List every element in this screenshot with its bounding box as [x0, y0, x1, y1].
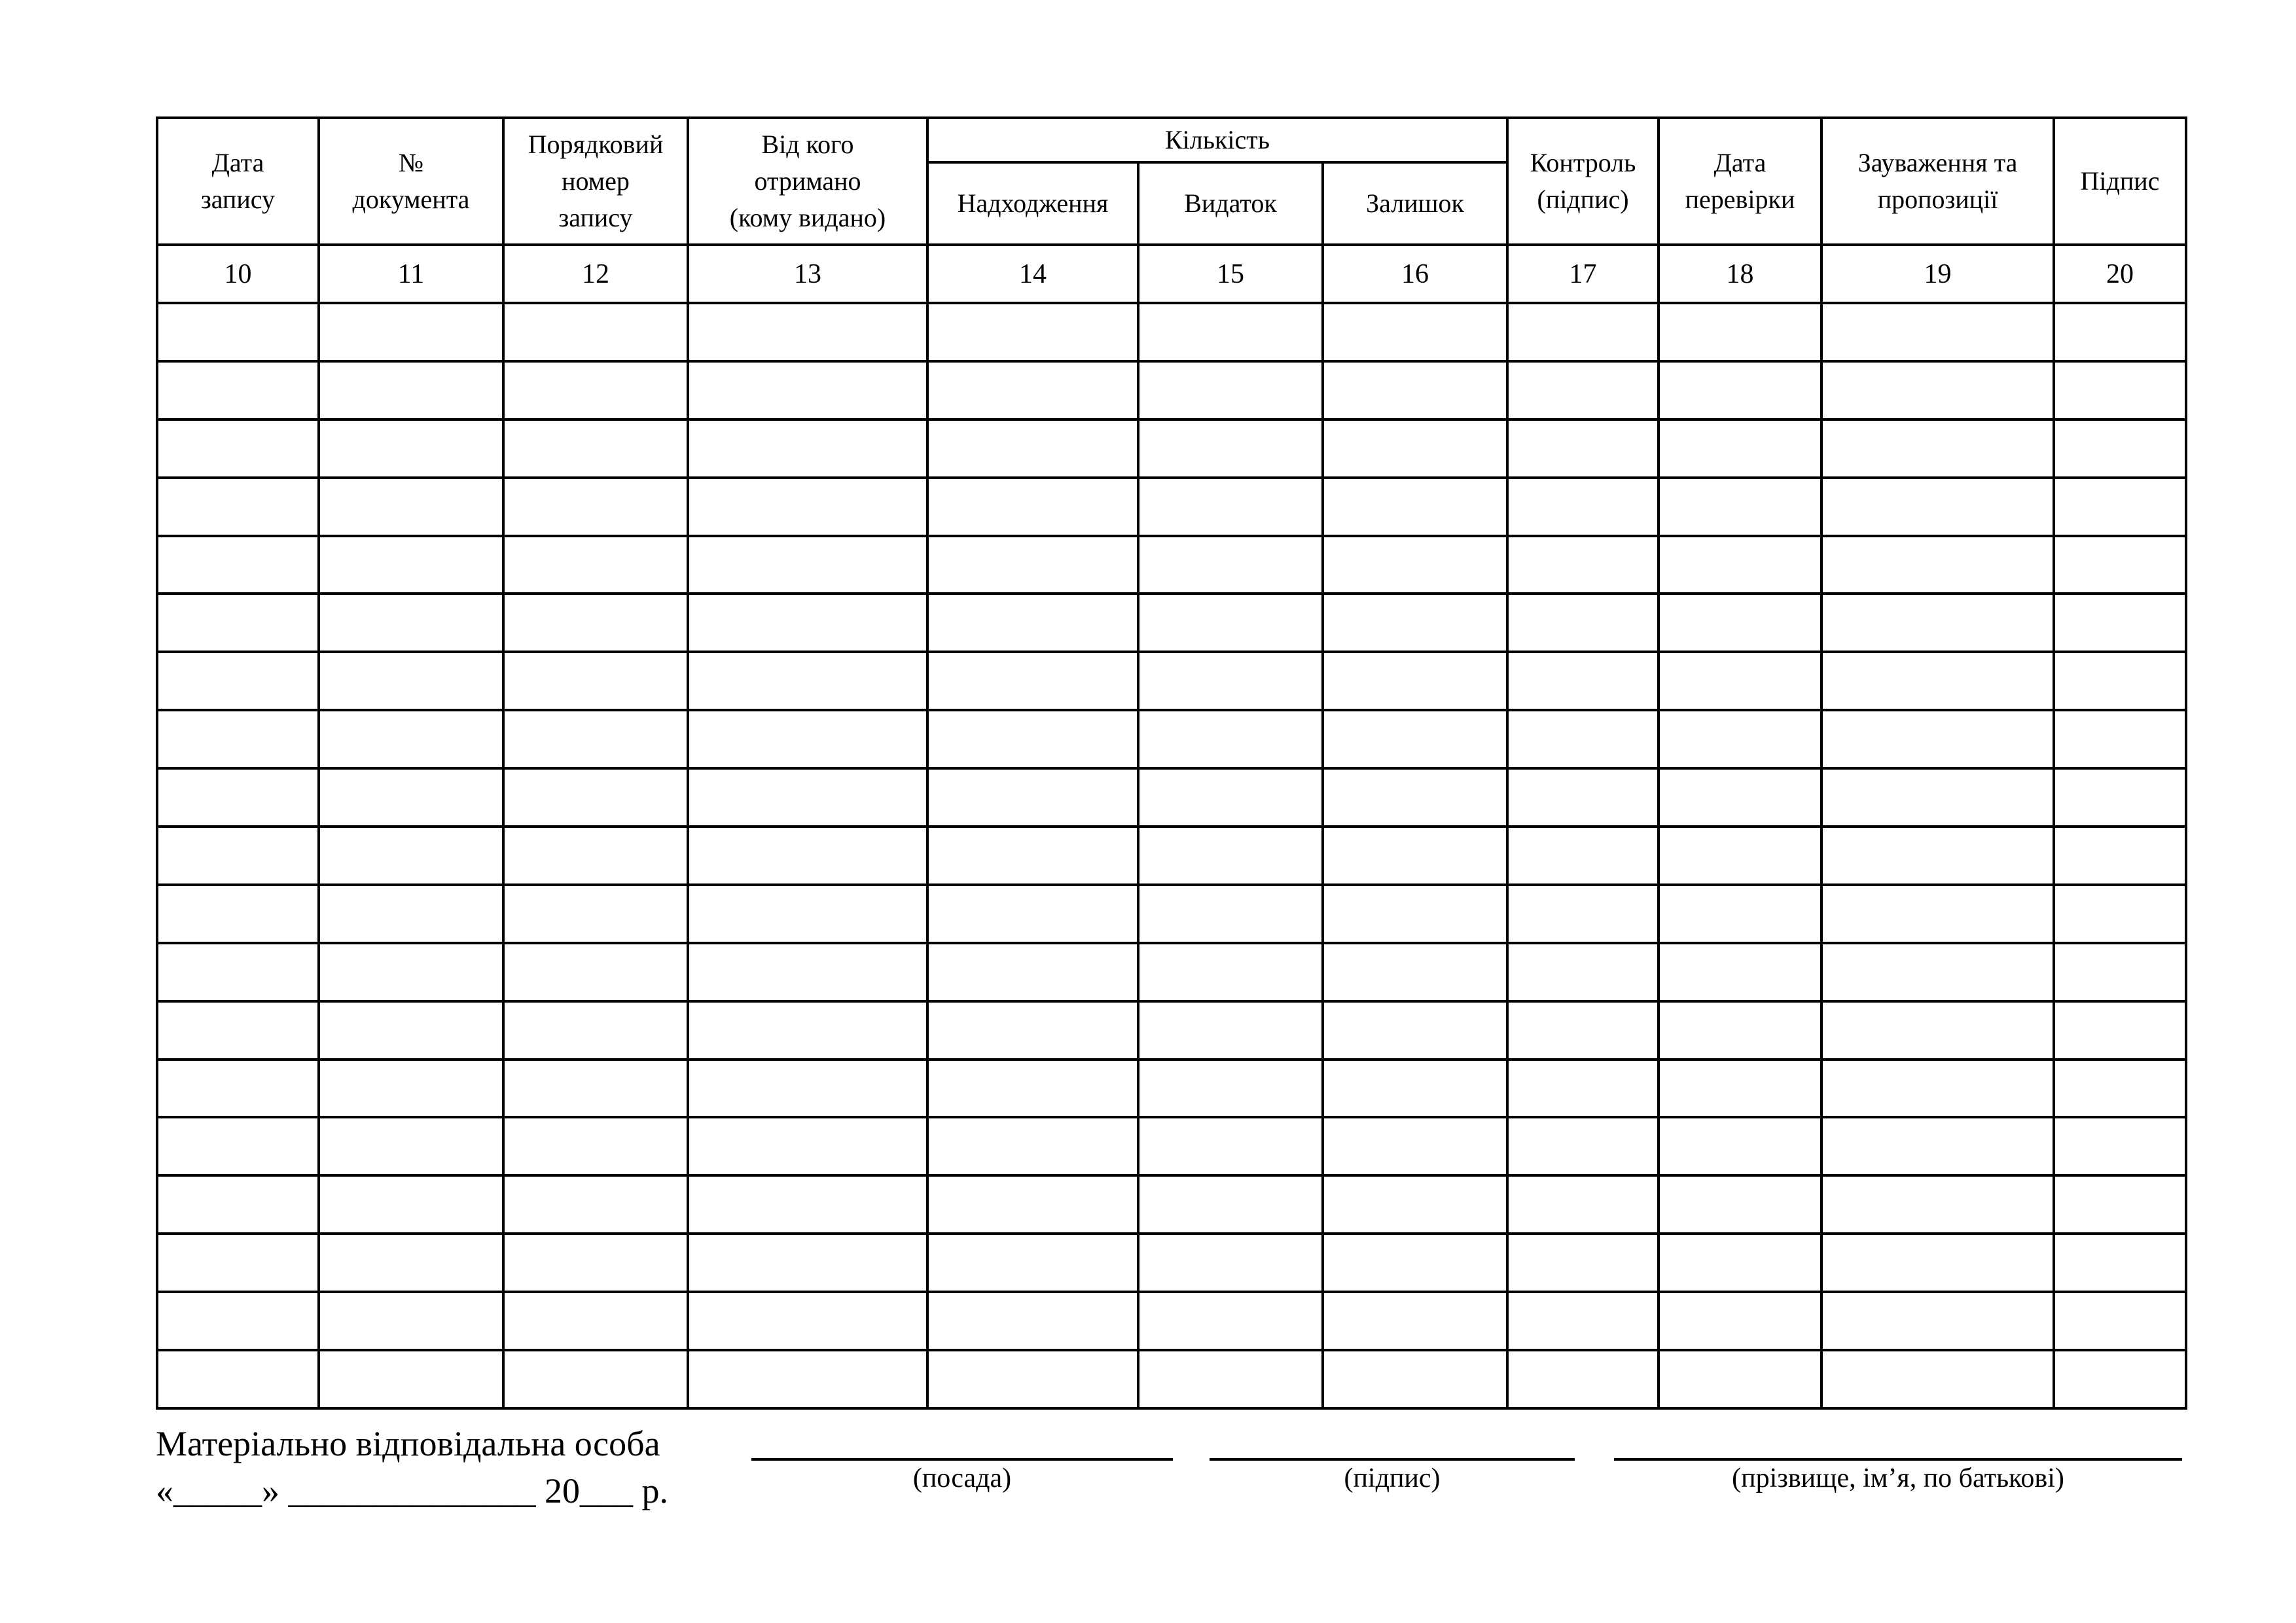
table-cell[interactable]	[1659, 1001, 1821, 1060]
table-row	[157, 1292, 2186, 1350]
table-cell[interactable]	[1507, 1060, 1659, 1118]
table-cell[interactable]	[157, 536, 319, 594]
table-cell[interactable]	[1138, 1234, 1323, 1292]
header-remarks: Зауваження та пропозиції	[1821, 118, 2054, 245]
table-cell[interactable]	[503, 768, 688, 827]
table-cell[interactable]	[2054, 1292, 2186, 1350]
table-cell[interactable]	[688, 1234, 927, 1292]
table-cell[interactable]	[319, 943, 503, 1001]
position-caption: (посада)	[912, 1463, 1012, 1493]
table-cell[interactable]	[1821, 1001, 2054, 1060]
table-cell[interactable]	[688, 1060, 927, 1118]
table-cell[interactable]	[1507, 1001, 1659, 1060]
full-name-caption: (прізвище, ім’я, по батькові)	[1732, 1463, 2064, 1493]
table-row	[157, 478, 2186, 536]
table-row	[157, 1117, 2186, 1175]
header-sequence-number: Порядковий номер запису	[503, 118, 688, 245]
table-cell[interactable]	[319, 1001, 503, 1060]
table-cell[interactable]	[927, 710, 1138, 768]
table-cell[interactable]	[319, 419, 503, 478]
table-cell[interactable]	[157, 885, 319, 943]
table-cell[interactable]	[927, 1060, 1138, 1118]
table-cell[interactable]	[1821, 710, 2054, 768]
table-cell[interactable]	[503, 943, 688, 1001]
column-number: 11	[319, 245, 503, 303]
table-cell[interactable]	[157, 1001, 319, 1060]
column-number: 20	[2054, 245, 2186, 303]
table-cell[interactable]	[1659, 827, 1821, 885]
table-cell[interactable]	[1507, 943, 1659, 1001]
table-cell[interactable]	[1323, 943, 1507, 1001]
table-cell[interactable]	[1659, 1350, 1821, 1408]
table-cell[interactable]	[1138, 1060, 1323, 1118]
table-cell[interactable]	[1507, 1350, 1659, 1408]
table-cell[interactable]	[503, 361, 688, 419]
table-cell[interactable]	[157, 1060, 319, 1118]
table-cell[interactable]	[1821, 303, 2054, 361]
header-check-date: Дата перевірки	[1659, 118, 1821, 245]
table-cell[interactable]	[1323, 478, 1507, 536]
table-cell[interactable]	[1507, 478, 1659, 536]
table-cell[interactable]	[2054, 536, 2186, 594]
header-quantity: Кількість	[927, 118, 1507, 162]
table-cell[interactable]	[688, 303, 927, 361]
table-cell[interactable]	[319, 1292, 503, 1350]
column-number: 18	[1659, 245, 1821, 303]
table-row	[157, 1001, 2186, 1060]
table-cell[interactable]	[157, 710, 319, 768]
table-cell[interactable]	[927, 1175, 1138, 1234]
table-cell[interactable]	[688, 1350, 927, 1408]
table-cell[interactable]	[2054, 710, 2186, 768]
table-cell[interactable]	[1821, 361, 2054, 419]
table-cell[interactable]	[1323, 1001, 1507, 1060]
table-row	[157, 652, 2186, 710]
table-cell[interactable]	[1138, 361, 1323, 419]
table-cell[interactable]	[688, 419, 927, 478]
table-cell[interactable]	[1659, 303, 1821, 361]
table-cell[interactable]	[2054, 885, 2186, 943]
table-cell[interactable]	[2054, 768, 2186, 827]
table-cell[interactable]	[1659, 710, 1821, 768]
position-field	[751, 1420, 1173, 1495]
table-cell[interactable]	[1659, 594, 1821, 652]
table-cell[interactable]	[2054, 303, 2186, 361]
table-cell[interactable]	[503, 1234, 688, 1292]
table-cell[interactable]	[503, 710, 688, 768]
table-cell[interactable]	[157, 1350, 319, 1408]
table-cell[interactable]	[1821, 1292, 2054, 1350]
table-cell[interactable]	[1821, 478, 2054, 536]
table-cell[interactable]	[2054, 943, 2186, 1001]
table-cell[interactable]	[1659, 419, 1821, 478]
table-cell[interactable]	[1138, 652, 1323, 710]
table-cell[interactable]	[1323, 827, 1507, 885]
table-cell[interactable]	[688, 768, 927, 827]
table-cell[interactable]	[1138, 1001, 1323, 1060]
table-cell[interactable]	[157, 478, 319, 536]
table-cell[interactable]	[1323, 1060, 1507, 1118]
table-cell[interactable]	[1323, 594, 1507, 652]
table-cell[interactable]	[1507, 1175, 1659, 1234]
table-cell[interactable]	[157, 1292, 319, 1350]
table-cell[interactable]	[1138, 1350, 1323, 1408]
table-cell[interactable]	[1323, 536, 1507, 594]
position-line[interactable]	[751, 1420, 1173, 1461]
table-cell[interactable]	[1138, 536, 1323, 594]
table-cell[interactable]	[157, 1175, 319, 1234]
table-cell[interactable]	[2054, 1117, 2186, 1175]
table-cell[interactable]	[927, 943, 1138, 1001]
table-cell[interactable]	[1323, 768, 1507, 827]
table-cell[interactable]	[927, 1350, 1138, 1408]
table-cell[interactable]	[688, 652, 927, 710]
column-number: 17	[1507, 245, 1659, 303]
table-cell[interactable]	[503, 478, 688, 536]
table-cell[interactable]	[688, 943, 927, 1001]
table-row	[157, 710, 2186, 768]
table-cell[interactable]	[157, 1117, 319, 1175]
table-cell[interactable]	[688, 1175, 927, 1234]
table-cell[interactable]	[503, 536, 688, 594]
table-cell[interactable]	[1659, 885, 1821, 943]
header-from-whom: Від кого отримано (кому видано)	[688, 118, 927, 245]
table-cell[interactable]	[503, 303, 688, 361]
table-cell[interactable]	[688, 1001, 927, 1060]
table-cell[interactable]	[503, 1117, 688, 1175]
table-cell[interactable]	[1138, 1117, 1323, 1175]
table-cell[interactable]	[319, 768, 503, 827]
table-cell[interactable]	[319, 361, 503, 419]
table-cell[interactable]	[1507, 303, 1659, 361]
table-cell[interactable]	[2054, 1234, 2186, 1292]
table-cell[interactable]	[1821, 1060, 2054, 1118]
table-cell[interactable]	[1323, 361, 1507, 419]
table-cell[interactable]	[1821, 885, 2054, 943]
header-date-of-entry: Дата запису	[157, 118, 319, 245]
table-cell[interactable]	[1821, 594, 2054, 652]
table-cell[interactable]	[1659, 768, 1821, 827]
signature-caption: (підпис)	[1344, 1463, 1441, 1493]
table-cell[interactable]	[1507, 419, 1659, 478]
table-cell[interactable]	[319, 827, 503, 885]
table-cell[interactable]	[1659, 1060, 1821, 1118]
table-cell[interactable]	[2054, 419, 2186, 478]
table-cell[interactable]	[1659, 943, 1821, 1001]
table-cell[interactable]	[1507, 1292, 1659, 1350]
table-cell[interactable]	[1138, 768, 1323, 827]
table-cell[interactable]	[1821, 1350, 2054, 1408]
table-cell[interactable]	[1507, 1117, 1659, 1175]
table-cell[interactable]	[1138, 594, 1323, 652]
table-cell[interactable]	[927, 361, 1138, 419]
table-cell[interactable]	[1659, 1175, 1821, 1234]
column-number: 19	[1821, 245, 2054, 303]
table-cell[interactable]	[1138, 478, 1323, 536]
table-cell[interactable]	[688, 1117, 927, 1175]
table-cell[interactable]	[927, 594, 1138, 652]
table-cell[interactable]	[1138, 710, 1323, 768]
signature-line[interactable]	[1210, 1420, 1575, 1461]
table-cell[interactable]	[319, 1234, 503, 1292]
table-cell[interactable]	[157, 1234, 319, 1292]
table-cell[interactable]	[688, 827, 927, 885]
table-cell[interactable]	[1507, 710, 1659, 768]
table-cell[interactable]	[1821, 652, 2054, 710]
full-name-line[interactable]	[1614, 1420, 2182, 1461]
table-cell[interactable]	[319, 1060, 503, 1118]
column-numbers-row	[157, 245, 2186, 303]
header-row-top	[157, 118, 2186, 162]
table-cell[interactable]	[1659, 1117, 1821, 1175]
table-cell[interactable]	[1138, 303, 1323, 361]
table-cell[interactable]	[1507, 768, 1659, 827]
table-cell[interactable]	[1138, 943, 1323, 1001]
table-cell[interactable]	[688, 710, 927, 768]
table-cell[interactable]	[2054, 1001, 2186, 1060]
table-cell[interactable]	[1323, 1350, 1507, 1408]
footer-responsible-block	[156, 1420, 668, 1514]
table-cell[interactable]	[157, 303, 319, 361]
table-row	[157, 1350, 2186, 1408]
table-cell[interactable]	[927, 1234, 1138, 1292]
table-cell[interactable]	[503, 652, 688, 710]
table-cell[interactable]	[1138, 1292, 1323, 1350]
header-signature: Підпис	[2054, 118, 2186, 245]
table-row	[157, 885, 2186, 943]
responsible-person-label: Матеріально відповідальна особа	[156, 1424, 660, 1463]
table-cell[interactable]	[1821, 536, 2054, 594]
table-cell[interactable]	[503, 1060, 688, 1118]
table-row	[157, 303, 2186, 361]
table-cell[interactable]	[1323, 652, 1507, 710]
header-expense: Видаток	[1138, 162, 1323, 245]
table-cell[interactable]	[927, 885, 1138, 943]
table-cell[interactable]	[1659, 361, 1821, 419]
table-cell[interactable]	[157, 594, 319, 652]
table-cell[interactable]	[1659, 1234, 1821, 1292]
full-name-field	[1614, 1420, 2182, 1495]
table-cell[interactable]	[1659, 536, 1821, 594]
table-cell[interactable]	[503, 827, 688, 885]
table-cell[interactable]	[1507, 536, 1659, 594]
table-cell[interactable]	[1323, 419, 1507, 478]
table-cell[interactable]	[503, 419, 688, 478]
table-cell[interactable]	[1323, 1175, 1507, 1234]
table-cell[interactable]	[1507, 885, 1659, 943]
table-cell[interactable]	[1507, 361, 1659, 419]
table-cell[interactable]	[319, 594, 503, 652]
column-number: 10	[157, 245, 319, 303]
table-cell[interactable]	[1323, 710, 1507, 768]
column-number: 13	[688, 245, 927, 303]
table-cell[interactable]	[688, 594, 927, 652]
header-control: Контроль (підпис)	[1507, 118, 1659, 245]
table-cell[interactable]	[1138, 419, 1323, 478]
table-cell[interactable]	[1323, 303, 1507, 361]
signature-field	[1210, 1420, 1575, 1495]
table-cell[interactable]	[2054, 827, 2186, 885]
table-cell[interactable]	[319, 1117, 503, 1175]
table-cell[interactable]	[503, 594, 688, 652]
table-cell[interactable]	[2054, 1350, 2186, 1408]
header-document-number: № документа	[319, 118, 503, 245]
column-number: 14	[927, 245, 1138, 303]
table-row	[157, 768, 2186, 827]
table-cell[interactable]	[319, 478, 503, 536]
table-cell[interactable]	[2054, 361, 2186, 419]
table-cell[interactable]	[1821, 1117, 2054, 1175]
table-cell[interactable]	[927, 303, 1138, 361]
table-cell[interactable]	[927, 419, 1138, 478]
table-cell[interactable]	[688, 885, 927, 943]
table-cell[interactable]	[1821, 1234, 2054, 1292]
table-cell[interactable]	[2054, 1175, 2186, 1234]
table-cell[interactable]	[1659, 478, 1821, 536]
table-cell[interactable]	[157, 652, 319, 710]
table-cell[interactable]	[1138, 1175, 1323, 1234]
table-cell[interactable]	[319, 303, 503, 361]
table-cell[interactable]	[927, 1292, 1138, 1350]
table-cell[interactable]	[1323, 1292, 1507, 1350]
table-cell[interactable]	[503, 1350, 688, 1408]
table-cell[interactable]	[1659, 1292, 1821, 1350]
table-row	[157, 536, 2186, 594]
table-cell[interactable]	[927, 1001, 1138, 1060]
table-cell[interactable]	[1659, 652, 1821, 710]
table-cell[interactable]	[2054, 478, 2186, 536]
table-cell[interactable]	[2054, 652, 2186, 710]
date-line: «_____» ______________ 20___ р.	[156, 1471, 668, 1510]
table-cell[interactable]	[1138, 827, 1323, 885]
table-cell[interactable]	[319, 536, 503, 594]
table-cell[interactable]	[2054, 1060, 2186, 1118]
table-cell[interactable]	[688, 361, 927, 419]
table-row	[157, 1060, 2186, 1118]
table-row	[157, 943, 2186, 1001]
column-number: 16	[1323, 245, 1507, 303]
column-number: 15	[1138, 245, 1323, 303]
header-receipt: Надходження	[927, 162, 1138, 245]
table-cell[interactable]	[1323, 885, 1507, 943]
table-cell[interactable]	[927, 827, 1138, 885]
table-cell[interactable]	[2054, 594, 2186, 652]
table-cell[interactable]	[503, 885, 688, 943]
table-cell[interactable]	[1507, 652, 1659, 710]
table-cell[interactable]	[927, 478, 1138, 536]
table-cell[interactable]	[1821, 1175, 2054, 1234]
table-row	[157, 419, 2186, 478]
table-cell[interactable]	[157, 768, 319, 827]
table-cell[interactable]	[319, 710, 503, 768]
table-cell[interactable]	[319, 652, 503, 710]
table-cell[interactable]	[157, 827, 319, 885]
table-cell[interactable]	[503, 1001, 688, 1060]
table-cell[interactable]	[157, 419, 319, 478]
table-row	[157, 361, 2186, 419]
table-cell[interactable]	[319, 1350, 503, 1408]
table-cell[interactable]	[688, 536, 927, 594]
register-table	[156, 116, 2187, 1410]
table-row	[157, 1175, 2186, 1234]
table-cell[interactable]	[927, 768, 1138, 827]
table-cell[interactable]	[1507, 594, 1659, 652]
table-cell[interactable]	[157, 361, 319, 419]
table-cell[interactable]	[319, 1175, 503, 1234]
table-cell[interactable]	[1821, 943, 2054, 1001]
column-number: 12	[503, 245, 688, 303]
table-cell[interactable]	[1821, 419, 2054, 478]
table-cell[interactable]	[688, 1292, 927, 1350]
table-cell[interactable]	[688, 478, 927, 536]
table-cell[interactable]	[927, 536, 1138, 594]
table-row	[157, 827, 2186, 885]
table-cell[interactable]	[157, 943, 319, 1001]
table-row	[157, 1234, 2186, 1292]
table-cell[interactable]	[503, 1292, 688, 1350]
table-cell[interactable]	[1821, 827, 2054, 885]
header-balance: Залишок	[1323, 162, 1507, 245]
table-cell[interactable]	[927, 652, 1138, 710]
table-cell[interactable]	[503, 1175, 688, 1234]
table-cell[interactable]	[1138, 885, 1323, 943]
table-cell[interactable]	[927, 1117, 1138, 1175]
table-cell[interactable]	[1507, 1234, 1659, 1292]
table-cell[interactable]	[319, 885, 503, 943]
table-cell[interactable]	[1323, 1234, 1507, 1292]
table-row	[157, 594, 2186, 652]
table-cell[interactable]	[1821, 768, 2054, 827]
table-cell[interactable]	[1507, 827, 1659, 885]
table-cell[interactable]	[1323, 1117, 1507, 1175]
